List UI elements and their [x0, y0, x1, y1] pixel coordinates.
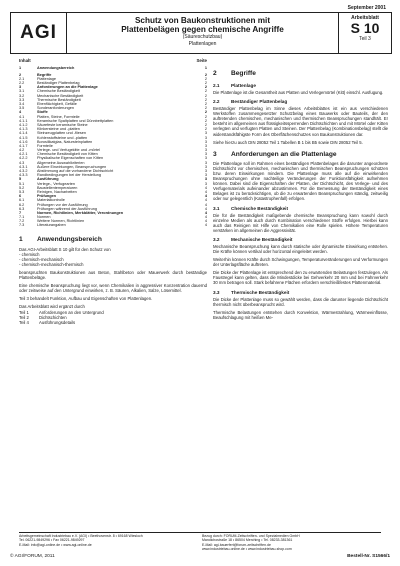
section-1-heading [19, 236, 207, 243]
toc-title: Normen, Richtlinien, Merkblätter, Verordnungen [37, 210, 124, 215]
toc-page: 3 [204, 152, 207, 157]
toc-page: 2 [204, 76, 207, 81]
toc-number: 4.1.1 [19, 118, 28, 123]
toc-number: 7.1 [19, 215, 25, 220]
subsection-number: 2.1 [213, 83, 220, 88]
section-title: Anwendungsbereich [37, 235, 102, 243]
footer-line: E-Mail: agi-bauerfert@forum-zeitschriften.de [202, 542, 271, 547]
toc-title: Ausführung [37, 177, 59, 182]
toc-title: Ebenflächigkeit, Gefälle [37, 102, 77, 106]
toc-number: 4.3.1 [19, 164, 28, 169]
toc-number: 5 [19, 177, 22, 182]
toc-page: 3 [204, 135, 207, 140]
page-bottom [10, 554, 390, 559]
paragraph: Eine chemische Beanspruchung liegt vor, wenn Chemikalien in aggressiver Konzentration dauernd oder zeitweise auf den Untergrund einwirken, z. B. Säuren, Alkalien, Salze, Lösemittel. [19, 283, 207, 294]
toc-page: 4 [204, 194, 207, 199]
toc-page: 2 [204, 89, 207, 94]
paragraph: Die Plattenlage soll im Rahmen eines beständigen Plattenbelages die darunter angeordnete Dichtschicht vor chemischen, mechanischen und thermischen Beanspruchungen schützen bzw. deren Einwirkungen mindern. Die Plattenlage muss alle auf die einwirkenden Beanspruchungen ohne nachteilige Veränderungen der Funktionsfähigkeit aufnehmen können. Dabei sind die Eigenschaften der Platten, der Dichtschicht, des Verlege- und des Verfugematerials aufeinander abzustimmen. Für die Bemessung der Beständigkeit eines Belages ist zu berücksichtigen, ob die zu erwartenden Beanspruchungen ständig, zeitweilig oder nur gelegentlich (Katastrophenfall) erfolgen. [213, 160, 388, 202]
toc-page: 3 [204, 181, 207, 186]
subsection-title: Mechanische Beständigkeit [231, 236, 293, 242]
toc-title: Physikalische Eigenschaften von Kitten [37, 156, 104, 161]
sheet-id-block [338, 13, 391, 53]
toc-title: Normen [37, 215, 51, 220]
toc-number: 6.1 [19, 198, 25, 203]
section-title: Begriffe [231, 70, 256, 77]
paragraph: beanspruchten Baukonstruktionen aus Beton, Stahlbeton oder Mauerwerk durch beständige Plattenbeläge. [19, 270, 207, 281]
toc-page: 2 [204, 85, 207, 90]
toc-page: 2 [204, 122, 207, 127]
toc-number: 1 [19, 66, 22, 70]
title-line-1: Schutz von Baukonstruktionen mit [134, 16, 271, 25]
toc-page: 3 [204, 177, 207, 182]
toc-number: 2.2 [19, 81, 25, 86]
footer-line: Mandichostraße 18 • 86504 Merching • Tel. 08233-381361 [202, 538, 293, 543]
part-number: Teil 2 [19, 314, 29, 320]
toc-number: 4.2.1 [19, 152, 28, 157]
section-3-heading [213, 151, 388, 158]
footer-line: Arbeitsgemeinschaft Industriebau e.V. (AGI) • Beethovenstr. 8 • 69168 Wiesloch [19, 534, 143, 538]
toc-number: 4.3 [19, 160, 25, 165]
toc-header [19, 58, 207, 63]
paragraph: Die Dicke der Plattenlage ist entsprechend den zu erwartenden Belastungen festzulegen. Als Faustregel kann gelten, dass die Mindestdicke bei Gehverkehr 20 mm und bei Fahrverkehr 30 mm betragen soll. Stark befahrene Flächen erfordern verschleißfestes Plattenmaterial. [213, 270, 388, 286]
toc-number: 4.1.3 [19, 127, 28, 132]
toc-title: Platten, Steine, Formteile [37, 114, 80, 119]
list-item [19, 320, 207, 325]
list-item: - chemisch-mechanisch [19, 256, 64, 262]
list-item: - chemisch-mechanisch-thermisch [19, 261, 84, 267]
subsection-heading [213, 237, 388, 242]
toc-number: 3.1 [19, 89, 25, 94]
toc-title: Allgemeine Auswahlkriterien [37, 160, 85, 165]
subsection-number: 3.1 [213, 205, 220, 211]
subsection-heading [213, 99, 388, 104]
toc-title: Literaturangaben [37, 223, 66, 228]
subsection-heading [213, 206, 388, 211]
toc-title: Chemische Beständigkeit von Kitten [37, 152, 98, 157]
bullet-list [19, 252, 207, 267]
section-2-heading [213, 70, 388, 77]
subsection-title: Plattenlage [231, 83, 257, 88]
paragraph: Die für die Beständigkeit maßgebende chemische Beanspruchung kann sowohl durch einzelne Medien als auch durch Kombination verschiedener Stoffe erfolgen. Hierbei kann auch das Reinigen mit Hilfe von Chemikalien eine Rolle spielen. Höhere Temperaturen verstärken im allgemeinen die Aggressivität. [213, 212, 388, 233]
subtitle-2: Plattenlagen [188, 41, 217, 47]
toc-page: 4 [204, 185, 207, 190]
list-item: - chemisch [19, 251, 40, 257]
toc-page: 2 [204, 81, 207, 86]
toc-title: Formteile [37, 143, 53, 148]
table-of-contents [19, 66, 207, 228]
toc-title: Keramische Spaltplatten und Dünnbettplatten [37, 118, 114, 123]
paragraph: Teil 3 behandelt Funktion, Aufbau und Eigenschaften von Plattenlagen. [19, 296, 153, 302]
paragraph: Die Dicke der Plattenlage muss so gewählt werden, dass die darunter liegende Dichtschicht thermisch nicht überbeansprucht wird. [213, 296, 388, 307]
toc-page: 4 [204, 189, 207, 194]
footer-line: www.industriebau-online.de • www.industriebau-shop.com [202, 547, 292, 552]
toc-title: Plattenlage [37, 76, 56, 81]
toc-number: 7.2 [19, 219, 25, 224]
toc-page: 4 [204, 223, 207, 228]
sheet-part: Teil 3 [359, 36, 371, 42]
right-column [213, 58, 388, 323]
toc-page: 2 [204, 93, 207, 98]
footer-line: Tel. 06221-9849296 • Fax 06221-9849297 [19, 538, 85, 543]
toc-number: 5.3 [19, 189, 25, 194]
toc-title: Weitere Normen, Richtlinien [37, 219, 85, 224]
toc-title: Prüfungen während der Ausführung [37, 206, 97, 211]
toc-page: 3 [204, 160, 207, 165]
publisher-footer [19, 532, 381, 551]
toc-page: 4 [204, 210, 207, 215]
toc-number: 4.3.2 [19, 169, 28, 173]
footer-right [198, 533, 381, 551]
issue-date: September 2001 [347, 5, 386, 11]
title-block [67, 13, 338, 53]
toc-page: 4 [204, 215, 207, 220]
toc-page: 2 [204, 114, 207, 119]
toc-number: 5.1 [19, 181, 25, 186]
toc-page: 4 [204, 202, 207, 207]
toc-page: 2 [204, 118, 207, 123]
toc-title: Prüfungen vor der Ausführung [37, 202, 88, 207]
footer-line: Bezug durch: FORUM-Zeitschriften- und Spezialmedien GmbH [202, 534, 300, 538]
part-title: Dichtschichten [39, 314, 67, 320]
toc-title: Äußere Einwirkungen, Beanspruchungen [37, 164, 107, 169]
sheet-label: Arbeitsblatt [351, 15, 379, 21]
toc-title: Verlege-, Verfugearten [37, 181, 75, 186]
toc-number: 6 [19, 194, 22, 199]
agi-logo: AGI [11, 13, 67, 53]
subsection-number: 3.3 [213, 289, 220, 295]
toc-page: 1 [204, 66, 207, 70]
toc-title: Materialkontrolle [37, 198, 65, 203]
paragraph: Die Plattenlage ist die Gesamtheit aus Platten und Verlegemörtel (Kitt) einschl. Ausfugung. [213, 90, 384, 95]
toc-title: Kohlenstoffsteine und -platten [37, 135, 88, 140]
toc-number: 4.3.3 [19, 173, 28, 178]
toc-number: 3.2 [19, 93, 25, 98]
parts-list [19, 310, 207, 325]
toc-page: 3 [204, 164, 207, 169]
subtitle-1: (Säureschutzbau) [182, 34, 223, 40]
toc-title: Baustellentemperaturen [37, 185, 78, 190]
paragraph: Weiterhin können Kräfte durch Schwingungen, Temperaturveränderungen und Verformungen der Unterlagsfläche auftreten. [213, 257, 388, 268]
toc-number: 4.2 [19, 148, 25, 153]
part-title: Ausführungsdetails [39, 319, 76, 325]
toc-page: 2 [204, 102, 207, 106]
order-number: Bestell-Nr. S1566/1 [347, 554, 390, 559]
toc-page: 3 [204, 139, 207, 144]
toc-page: 4 [204, 198, 207, 203]
part-title: Anforderungen an den Untergrund [39, 309, 104, 315]
toc-page: 2 [204, 72, 207, 77]
toc-number: 4.1 [19, 114, 25, 119]
toc-title: Sonderanforderungen [37, 106, 74, 111]
footer-line: E-Mail: info@agi-online.de • www.agi-online.de [19, 542, 92, 547]
toc-page: 3 [204, 169, 207, 173]
toc-number: 4.1.4 [19, 131, 28, 136]
toc-number: 3.3 [19, 97, 25, 102]
toc-number: 4.1.7 [19, 143, 28, 148]
toc-title: Anforderungen an die Plattenlage [37, 85, 98, 90]
toc-page: 2 [204, 97, 207, 102]
toc-entry [19, 66, 207, 70]
paragraph: Das Arbeitsblatt wird ergänzt durch [19, 304, 85, 310]
paragraph: Beständiger Plattenbelag im Sinne dieses Arbeitsblattes ist ein aus verschiedenen Werkstoffen zusammengesetzter Schutzbelag eines Bauwerks oder Bauteils, der den auftretenden chemischen, mechanischen und thermischen Beanspruchungen standhält. Er besteht im allgemeinen aus flüssigkeitssperrenden Dichtschichten und mit Mörtel oder Kitten verlegten und verfugten Platten und Steinen. Der Plattenbelag (Kombinationsbelag) stellt die widerstandsfähigste Form des Oberflächenschutzes von Baukonstruktionen dar. [213, 106, 388, 137]
toc-title: Abstimmung auf die vorhandene Dichtschicht [37, 169, 114, 173]
toc-number: 3.4 [19, 102, 25, 106]
title-line-2: Plattenbelägen gegen chemische Angriffe [121, 25, 284, 34]
toc-number: 2.1 [19, 76, 25, 81]
subsection-number: 2.2 [213, 99, 220, 105]
toc-title: Klinkersteine und -platten [37, 127, 80, 132]
toc-heading: Inhalt [19, 58, 31, 63]
subsection-title: Beständiger Plattenbelag [231, 99, 288, 105]
paragraph: Siehe hierzu auch DIN 28052 Teil 1 Tabellen B 1 bis B5 sowie DIN 28052 Teil 5. [213, 139, 363, 145]
toc-number: 4.1.2 [19, 122, 28, 127]
copyright: © AGI/FORUM, 2011 [10, 554, 55, 559]
toc-title: Mechanische Beständigkeit [37, 93, 84, 98]
section-number: 1 [19, 235, 23, 243]
toc-title: Begriffe [37, 72, 52, 77]
toc-number: 7 [19, 210, 22, 215]
toc-title: Thermische Beständigkeit [37, 97, 81, 102]
toc-page-heading: Seite [196, 58, 207, 63]
section-title: Anforderungen an die Plattenlage [231, 150, 337, 158]
toc-title: Borosilikatglas, Natursteinplatten [37, 139, 93, 144]
toc-title: Steinzeugplatten und -fliesen [37, 131, 86, 136]
paragraph: Thermische Belastungen entstehen durch Konvektion, Wärmestrahlung, Wärmeeinflüsse, Beaufschlagung mit heißen Me- [213, 309, 388, 320]
toc-number: 3 [19, 85, 22, 90]
toc-title: Beständiger Plattenbelag [37, 81, 80, 86]
toc-page: 2 [204, 110, 207, 115]
sheet-code: S 10 [350, 20, 380, 36]
toc-title: Prüfungen [37, 194, 56, 199]
toc-page: 3 [204, 131, 207, 136]
toc-number: 6.2 [19, 202, 25, 207]
toc-title: Chemische Beständigkeit [37, 89, 80, 94]
toc-page: 3 [204, 148, 207, 153]
toc-number: 5.2 [19, 185, 25, 190]
toc-number: 3.5 [19, 106, 25, 111]
toc-title: Randbedingungen bei der Herstellung [37, 173, 101, 178]
subsection-title: Thermische Beständigkeit [231, 289, 290, 295]
toc-number: 2 [19, 72, 22, 77]
section-number: 3 [213, 150, 217, 158]
toc-number: 4.1.5 [19, 135, 28, 140]
toc-number: 7.3 [19, 223, 25, 228]
paragraph: Mechanische Beanspruchung kann durch statische oder dynamische Einwirkung entstehen. Die Kräfte können vertikal oder horizontal eingeleitet werden. [213, 243, 388, 254]
toc-title: Anwendungsbereich [37, 66, 75, 70]
toc-page: 3 [204, 173, 207, 178]
toc-title: Säurefeste keramische Steine [37, 122, 88, 127]
paragraph: Das AGI-Arbeitsblatt S 10 gilt für den Schutz von [19, 246, 111, 252]
subsection-number: 3.2 [213, 236, 220, 242]
section-number: 2 [213, 70, 217, 77]
toc-number: 6.3 [19, 206, 25, 211]
toc-page: 2 [204, 106, 207, 111]
toc-page: 3 [204, 143, 207, 148]
footer-left [19, 533, 198, 551]
subsection-heading [213, 83, 388, 88]
toc-number: 4.2.2 [19, 156, 28, 161]
subsection-heading [213, 290, 388, 295]
toc-page: 4 [204, 206, 207, 211]
left-column [19, 58, 207, 325]
toc-title: Verlege- und Verfugekitte und -mörtel [37, 148, 100, 153]
part-number: Teil 4 [19, 319, 29, 325]
toc-entry [19, 223, 207, 227]
toc-number: 4.1.6 [19, 139, 28, 144]
subsection-title: Chemische Beständigkeit [231, 205, 289, 211]
document-header [10, 12, 392, 54]
toc-page: 3 [204, 156, 207, 161]
toc-page: 4 [204, 219, 207, 224]
toc-title: Reinigen, Nacharbeiten [37, 189, 77, 194]
toc-number: 4 [19, 110, 22, 115]
toc-title: Stoffe [37, 110, 48, 115]
toc-page: 2 [204, 127, 207, 132]
part-number: Teil 1 [19, 309, 29, 315]
